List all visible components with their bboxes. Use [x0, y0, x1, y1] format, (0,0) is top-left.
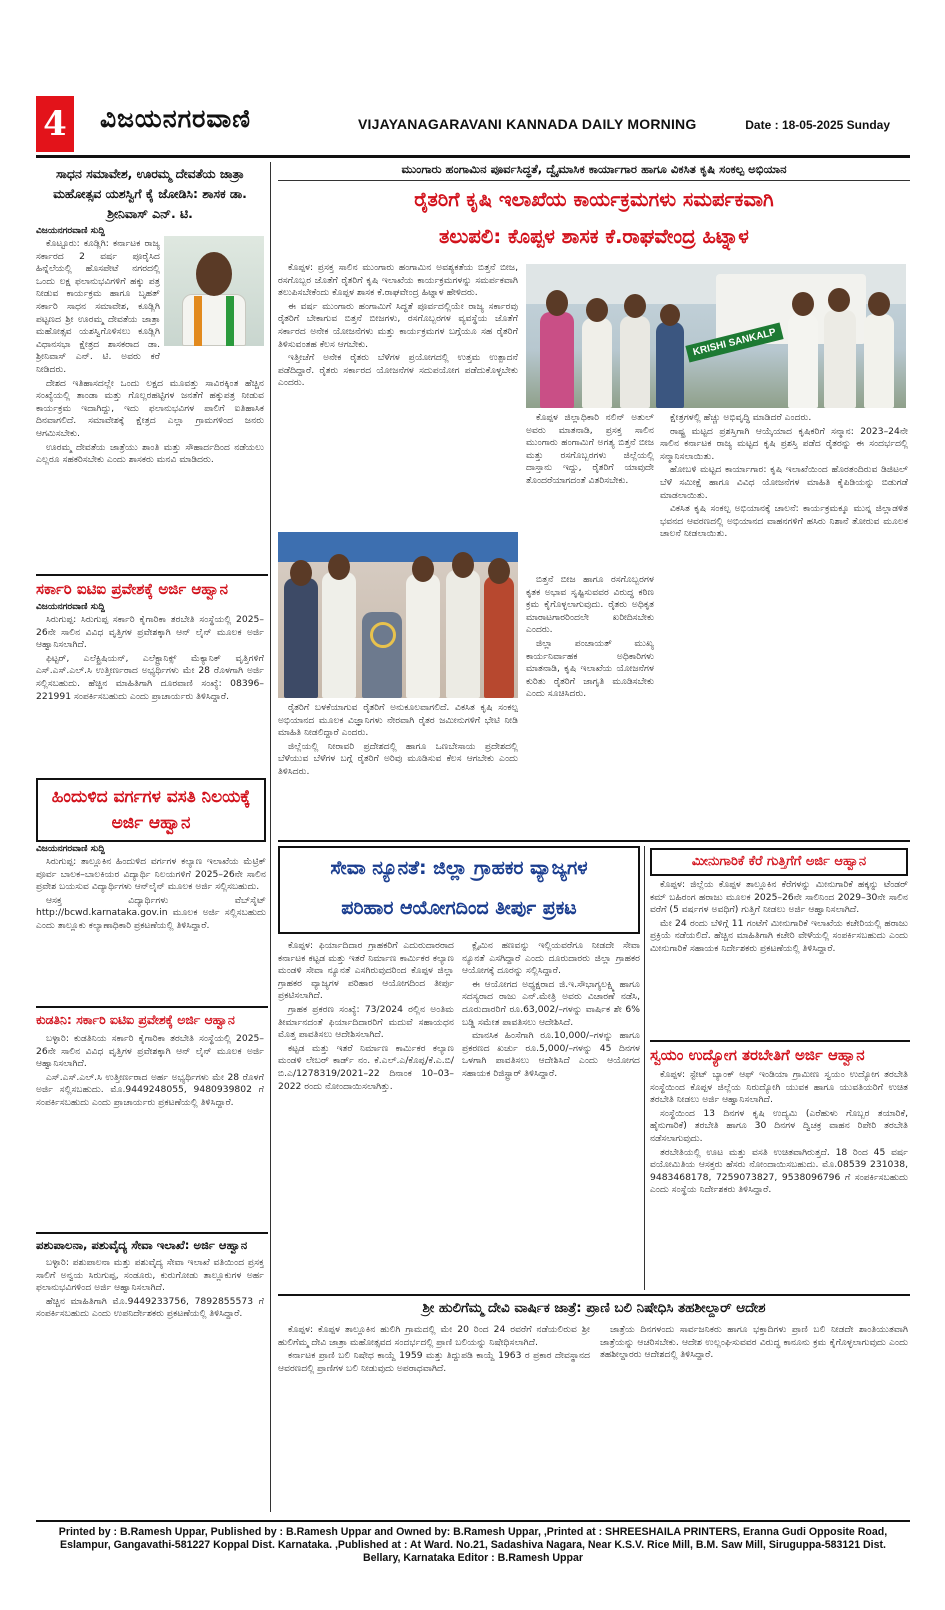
consumer-column-2: ಕ್ಲೈಮಿನ ಹಣವನ್ನು ಇಲ್ಲಿಯವರೆಗೂ ನೀಡದೇ ಸೇವಾ ನ್ಯೂನತೆ ಎಸಗಿದ್ದಾರೆ ಎಂದು ದೂರುದಾರರು ಜಿಲ್ಲಾ ಗ್ರಾಹಕರ ಆಯೋಗಕ್ಕೆ ದೂರನ್ನು ಸಲ್ಲಿಸಿದ್ದಾರೆ. ಈ ಆಯೋಗದ ಅಧ್ಯಕ್ಷರಾದ ಜಿ.ಇ.ಸೌಭಾಗ್ಯಲಕ್ಷ್ಮಿ ಹಾಗೂ ಸದಸ್ಯರಾದ ರಾಜು ಎನ್.ಮೇತ್ರಿ ಅವರು ವಿಚಾರಣೆ ನಡೆಸಿ, ದೂರುದಾರರಿಗೆ ರೂ.63,002/–ಗಳನ್ನು ವಾರ್ಷಿಕ ಶೇ 6% ಬಡ್ಡಿ ಸಮೇತ ಪಾವತಿಸಲು ಆದೇಶಿಸಿದೆ. ಮಾನಸಿಕ ಹಿಂಸೆಗಾಗಿ ರೂ.10,000/–ಗಳನ್ನು ಹಾಗೂ ಪ್ರಕರಣದ ಖರ್ಚು ರೂ.5,000/–ಗಳನ್ನು 45 ದಿನಗಳ ಒಳಗಾಗಿ ಪಾವತಿಸಲು ಆದೇಶಿಸಿದೆ ಎಂದು ಆಯೋಗದ ಸಹಾಯಕ ರಿಜಿಸ್ಟ್ರಾರ್ ತಿಳಿಸಿದ್ದಾರೆ.	[462, 940, 640, 1079]
story-sadhana-samavesha	[36, 164, 264, 572]
lead-column-1: ಕೊಪ್ಪಳ: ಪ್ರಸಕ್ತ ಸಾಲಿನ ಮುಂಗಾರು ಹಂಗಾಮಿನ ಅವಶ್ಯಕತೆಯ ಬಿತ್ತನೆ ಬೀಜ, ರಸಗೊಬ್ಬರ ಜೊತೆಗೆ ರೈತರಿಗೆ ಕೃಷಿ ಇಲಾಖೆಯ ಕಾರ್ಯಕ್ರಮಗಳನ್ನು ಸಮರ್ಪಕವಾಗಿ ತಲುಪಿಸಬೇಕೆಂದು ಕೊಪ್ಪಳ ಶಾಸಕ ಕೆ.ರಾಘವೇಂದ್ರ ಹಿಟ್ನಾಳ ಹೇಳಿದರು. ಈ ವರ್ಷ ಮುಂಗಾರು ಹಂಗಾಮಿಗೆ ಸಿದ್ಧತೆ ಪೂರ್ವದಲ್ಲಿಯೇ ರಾಜ್ಯ ಸರ್ಕಾರವು ರೈತರಿಗೆ ಬೇಕಾಗುವ ಬಿತ್ತನೆ ಬೀಜಗಳು, ರಸಗೊಬ್ಬರಗಳ ವ್ಯವಸ್ಥೆಯ ಜೊತೆಗೆ ಸರ್ಕಾರದ ಅನೇಕ ಯೋಜನೆಗಳು ಮತ್ತು ಕಾರ್ಯಕ್ರಮಗಳ ಬಗ್ಗೆಯೂ ಸಹ ರೈತರಿಗೆ ತಿಳಿಸುವಂತಹ ಕೆಲಸ ಆಗಬೇಕು. ಇತ್ತೀಚೆಗೆ ಅನೇಕ ರೈತರು ಬೆಳೆಗಳ ಪ್ರಯೋಗದಲ್ಲಿ ಉತ್ತಮ ಉತ್ಪಾದನೆ ಪಡೆದಿದ್ದಾರೆ. ರೈತರು ಸರ್ಕಾರದ ಯೋಜನೆಗಳ ಸದುಪಯೋಗ ಪಡೆದುಕೊಳ್ಳಬೇಕು ಎಂದರು.	[278, 262, 518, 389]
story-animal-husbandry	[36, 1236, 264, 1510]
temple-column-1: ಕೊಪ್ಪಳ: ಕೊಪ್ಪಳ ತಾಲ್ಲೂಕಿನ ಹುಲಿಗಿ ಗ್ರಾಮದಲ್ಲಿ ಮೇ 20 ರಿಂದ 24 ರವರೆಗೆ ನಡೆಯಲಿರುವ ಶ್ರೀ ಹುಲಿಗೆಮ್ಮ ದೇವಿ ಜಾತ್ರಾ ಮಹೋತ್ಸವದ ಸಂದರ್ಭದಲ್ಲಿ ಪ್ರಾಣಿ ಬಲಿಯನ್ನು ನಿಷೇಧಿಸಲಾಗಿದೆ. ಕರ್ನಾಟಕ ಪ್ರಾಣಿ ಬಲಿ ನಿಷೇಧ ಕಾಯ್ದೆ 1959 ಮತ್ತು ತಿದ್ದುಪಡಿ ಕಾಯ್ದೆ 1963 ರ ಪ್ರಕಾರ ದೇವಸ್ಥಾನದ ಆವರಣದಲ್ಲಿ ಪ್ರಾಣಿಗಳ ಬಲಿ ನೀಡುವುದು ಅಪರಾಧವಾಗಿದೆ.	[278, 1324, 590, 1374]
lead-column-3: ಕ್ಷೇತ್ರಗಳಲ್ಲಿ ಹೆಚ್ಚು ಅಭಿವೃದ್ಧಿ ಮಾಡಿದರೆ ಎಂದರು. ರಾಷ್ಟ್ರ ಮಟ್ಟದ ಪ್ರಶಸ್ತಿಗಾಗಿ ಆಯ್ಕೆಯಾದ ಕೃಷಿಕರಿಗೆ ಸನ್ಮಾನ: 2023–24ನೇ ಸಾಲಿನ ಕರ್ನಾಟಕ ರಾಜ್ಯ ಮಟ್ಟದ ಕೃಷಿ ಪ್ರಶಸ್ತಿ ಪಡೆದ ರೈತರನ್ನು ಈ ಸಂದರ್ಭದಲ್ಲಿ ಸನ್ಮಾನಿಸಲಾಯಿತು. ಹೋಬಳಿ ಮಟ್ಟದ ಕಾರ್ಯಾಗಾರ: ಕೃಷಿ ಇಲಾಖೆಯಿಂದ ಹೊರತಂದಿರುವ ಡಿಜಿಟಲ್ ಬೆಳೆ ಸಮೀಕ್ಷೆ ಹಾಗೂ ವಿವಿಧ ಯೋಜನೆಗಳ ಮಾಹಿತಿ ಕೈಪಿಡಿಯನ್ನು ಬಿಡುಗಡೆ ಮಾಡಲಾಯಿತು. ವಿಕಸಿತ ಕೃಷಿ ಸಂಕಲ್ಪ ಅಭಿಯಾನಕ್ಕೆ ಚಾಲನೆ: ಕಾರ್ಯಕ್ರಮಕ್ಕೂ ಮುನ್ನ ಜಿಲ್ಲಾಡಳಿತ ಭವನದ ಆವರಣದಲ್ಲಿ ಅಭಿಯಾನದ ವಾಹನಗಳಿಗೆ ಹಸಿರು ನಿಶಾನೆ ತೋರುವ ಮೂಲಕ ಚಾಲನೆ ನೀಡಲಾಯಿತು.	[660, 412, 908, 540]
lead-headline-line-1: ರೈತರಿಗೆ ಕೃಷಿ ಇಲಾಖೆಯ ಕಾರ್ಯಕ್ರಮಗಳು ಸಮರ್ಪಕವಾಗಿ	[414, 188, 774, 211]
masthead	[36, 96, 910, 158]
lead-photo-flag-off	[526, 264, 906, 408]
story-headline: ಶ್ರೀ ಹುಲಿಗೆಮ್ಮ ದೇವಿ ವಾರ್ಷಿಕ ಜಾತ್ರೆ: ಪ್ರಾಣಿ ಬಲಿ ನಿಷೇಧಿಸಿ ತಹಶೀಲ್ದಾರ್ ಆದೇಶ	[422, 1301, 766, 1316]
story-huligemma-jatre	[278, 1298, 910, 1514]
lead-column-2b: ಬಿತ್ತನೆ ಬೀಜ ಹಾಗೂ ರಸಗೊಬ್ಬರಗಳ ಕೃತಕ ಅಭಾವ ಸೃಷ್ಟಿಸುವವರ ವಿರುದ್ಧ ಕಠಿಣ ಕ್ರಮ ಕೈಗೊಳ್ಳಲಾಗುವುದು. ರೈತರು ಅಧಿಕೃತ ಮಾರಾಟಗಾರರಿಂದಲೇ ಖರೀದಿಸಬೇಕು ಎಂದರು. ಜಿಲ್ಲಾ ಪಂಚಾಯತ್ ಮುಖ್ಯ ಕಾರ್ಯನಿರ್ವಾಹಕ ಅಧಿಕಾರಿಗಳು ಮಾತನಾಡಿ, ಕೃಷಿ ಇಲಾಖೆಯ ಯೋಜನೆಗಳ ಕುರಿತು ರೈತರಿಗೆ ಜಾಗೃತಿ ಮೂಡಿಸಬೇಕು ಎಂದು ಸೂಚಿಸಿದರು.	[526, 574, 654, 700]
imprint-line-2: Eslampur, Gangavathi-581227 Koppal Dist. Karnataka. ,Published at : At Ward. No.21, Sadashiva Nagara, Near K.S.V. Rice Mill, B.M. Saw Mill, Siruguppa-583121 Dist.	[60, 1539, 886, 1551]
story-body-continued: ದೇಶದ ಇತಿಹಾಸದಲ್ಲೇ ಒಂದು ಲಕ್ಷದ ಮೂವತ್ತು ಸಾವಿರಕ್ಕಿಂತ ಹೆಚ್ಚಿನ ಸಂಖ್ಯೆಯಲ್ಲಿ ತಾಂಡಾ ಮತ್ತು ಗೊಲ್ಲರಹಟ್ಟಿಗಳ ಜನತೆಗೆ ಹಕ್ಕುಪತ್ರ ನೀಡುವ ಕಾರ್ಯಕ್ರಮ ಇದಾಗಿದ್ದು, ಇದು ಫಲಾನುಭವಿಗಳ ಪಾಲಿಗೆ ಐತಿಹಾಸಿಕ ದಿನವಾಗಲಿದೆ. ಸಮಾವೇಶಕ್ಕೆ ಕ್ಷೇತ್ರದ ಎಲ್ಲಾ ಗ್ರಾಮಗಳಿಂದ ಜನರು ಆಗಮಿಸಬೇಕು. ಊರಮ್ಮ ದೇವತೆಯ ಜಾತ್ರೆಯು ಶಾಂತಿ ಮತ್ತು ಸೌಹಾರ್ದದಿಂದ ನಡೆಯಲು ಎಲ್ಲರೂ ಸಹಕರಿಸಬೇಕು ಎಂದು ಶಾಸಕರು ಮನವಿ ಮಾಡಿದರು.	[36, 377, 264, 466]
story-body: ಬಳ್ಳಾರಿ: ಕುಡತಿನಿಯ ಸರ್ಕಾರಿ ಕೈಗಾರಿಕಾ ತರಬೇತಿ ಸಂಸ್ಥೆಯಲ್ಲಿ 2025–26ನೇ ಸಾಲಿನ ವಿವಿಧ ವೃತ್ತಿಗಳ ಪ್ರವೇಶಕ್ಕಾಗಿ ಆನ್ ಲೈನ್ ಮೂಲಕ ಅರ್ಜಿ ಆಹ್ವಾನಿಸಲಾಗಿದೆ. ಎಸ್.ಎಸ್.ಎಲ್.ಸಿ ಉತ್ತೀರ್ಣರಾದ ಅರ್ಹ ಅಭ್ಯರ್ಥಿಗಳು ಮೇ 28 ರೊಳಗೆ ಅರ್ಜಿ ಸಲ್ಲಿಸಬಹುದು. ಮೊ.9449248055, 9480939802 ಗೆ ಸಂಪರ್ಕಿಸಬಹುದು ಎಂದು ಪ್ರಾಚಾರ್ಯರು ಪ್ರಕಟಣೆಯಲ್ಲಿ ತಿಳಿಸಿದ್ದಾರೆ.	[36, 1033, 264, 1108]
story-headline: ಸ್ವಯಂ ಉದ್ಯೋಗ ತರಬೇತಿಗೆ ಅರ್ಜಿ ಆಹ್ವಾನ	[650, 1046, 865, 1064]
lead-kicker: ಮುಂಗಾರು ಹಂಗಾಮಿನ ಪೂರ್ವಸಿದ್ಧತೆ, ದ್ವೈಮಾಸಿಕ ಕಾರ್ಯಾಗಾರ ಹಾಗೂ ವಿಕಸಿತ ಕೃಷಿ ಸಂಕಲ್ಪ ಅಭಿಯಾನ	[278, 160, 910, 181]
lead-column-1-continued: ರೈತರಿಗೆ ಬಳಕೆಯಾಗುವ ರೈತರಿಗೆ ಅನುಕೂಲವಾಗಲಿದೆ. ವಿಕಸಿತ ಕೃಷಿ ಸಂಕಲ್ಪ ಅಭಿಯಾನದ ಮೂಲಕ ವಿಜ್ಞಾನಿಗಳು ನೇರವಾಗಿ ರೈತರ ಜಮೀನುಗಳಿಗೆ ಭೇಟಿ ನೀಡಿ ಮಾಹಿತಿ ನೀಡಲಿದ್ದಾರೆ ಎಂದರು. ಜಿಲ್ಲೆಯಲ್ಲಿ ನೀರಾವರಿ ಪ್ರದೇಶದಲ್ಲಿ ಹಾಗೂ ಒಣಬೇಸಾಯ ಪ್ರದೇಶದಲ್ಲಿ ಬೆಳೆಯುವ ಬೆಳೆಗಳ ಬಗ್ಗೆ ರೈತರಿಗೆ ಅರಿವು ಮೂಡಿಸುವ ಕೆಲಸ ಆಗಬೇಕು ಎಂದು ತಿಳಿಸಿದರು.	[278, 702, 518, 777]
story-body: ಸಿರುಗುಪ್ಪ: ಸಿರುಗುಪ್ಪ ಸರ್ಕಾರಿ ಕೈಗಾರಿಕಾ ತರಬೇತಿ ಸಂಸ್ಥೆಯಲ್ಲಿ 2025–26ನೇ ಸಾಲಿನ ವಿವಿಧ ವೃತ್ತಿಗಳ ಪ್ರವೇಶಕ್ಕಾಗಿ ಆನ್ ಲೈನ್ ಮೂಲಕ ಅರ್ಜಿ ಆಹ್ವಾನಿಸಲಾಗಿದೆ. ಫಿಟ್ಟರ್, ಎಲೆಕ್ಟ್ರಿಷಿಯನ್, ಎಲೆಕ್ಟ್ರಾನಿಕ್ಸ್ ಮೆಕ್ಯಾನಿಕ್ ವೃತ್ತಿಗಳಿಗೆ ಎಸ್.ಎಸ್.ಎಲ್.ಸಿ ಉತ್ತೀರ್ಣರಾದ ಅಭ್ಯರ್ಥಿಗಳು ಮೇ 28 ರೊಳಗಾಗಿ ಅರ್ಜಿ ಸಲ್ಲಿಸಬಹುದು. ಹೆಚ್ಚಿನ ಮಾಹಿತಿಗಾಗಿ ದೂರವಾಣಿ ಸಂಖ್ಯೆ: 08396–221991 ಸಂಪರ್ಕಿಸಬಹುದು ಎಂದು ಪ್ರಾಚಾರ್ಯರು ತಿಳಿಸಿದ್ದಾರೆ.	[36, 614, 264, 702]
story-body: ಕೊಟ್ಟೂರು: ಕೂಡ್ಲಿಗಿ: ಕರ್ನಾಟಕ ರಾಜ್ಯ ಸರ್ಕಾರದ 2 ವರ್ಷ ಪೂರೈಸಿದ ಹಿನ್ನೆಲೆಯಲ್ಲಿ ಹೊಸಪೇಟೆ ನಗರದಲ್ಲಿ ಒಂದು ಲಕ್ಷ ಫಲಾನುಭವಿಗಳಿಗೆ ಹಕ್ಕು ಪತ್ರ ನೀಡುವ ಕಾರ್ಯಕ್ರಮ ಹಾಗೂ ಬೃಹತ್ ಸರ್ಕಾರಿ ಸಾಧನ ಸಮಾವೇಶ, ಕೂಡ್ಲಿಗಿ ಪಟ್ಟಣದ ಶ್ರೀ ಊರಮ್ಮ ದೇವತೆಯ ಜಾತ್ರಾ ಮಹೋತ್ಸವ ಯಶಸ್ವಿಗೊಳಿಸಲು ಕೂಡ್ಲಿಗಿ ವಿಧಾನಸಭಾ ಕ್ಷೇತ್ರದ ಶಾಸಕರಾದ ಡಾ. ಶ್ರೀನಿವಾಸ್ ಎನ್. ಟಿ. ಅವರು ಕರೆ ನೀಡಿದರು.	[36, 238, 160, 375]
story-headline: ಸರ್ಕಾರಿ ಐಟಿಐ ಪ್ರವೇಶಕ್ಕೆ ಅರ್ಜಿ ಆಹ್ವಾನ	[36, 580, 228, 598]
story-body: ಬಳ್ಳಾರಿ: ಪಶುಪಾಲನಾ ಮತ್ತು ಪಶುವೈದ್ಯ ಸೇವಾ ಇಲಾಖೆ ವತಿಯಿಂದ ಪ್ರಸಕ್ತ ಸಾಲಿಗೆ ಅನ್ವಯ ಸಿರುಗುಪ್ಪ, ಸಂಡೂರು, ಕುರುಗೋಡು ತಾಲ್ಲೂಕುಗಳ ಅರ್ಹ ಫಲಾನುಭವಿಗಳಿಂದ ಅರ್ಜಿ ಆಹ್ವಾನಿಸಲಾಗಿದೆ. ಹೆಚ್ಚಿನ ಮಾಹಿತಿಗಾಗಿ ಮೊ.9449233756, 7892855573 ಗೆ ಸಂಪರ್ಕಿಸಬಹುದು ಎಂದು ಉಪನಿರ್ದೇಶಕರು ಪ್ರಕಟಣೆಯಲ್ಲಿ ತಿಳಿಸಿದ್ದಾರೆ.	[36, 1257, 264, 1320]
story-headline: ಪಶುಪಾಲನಾ, ಪಶುವೈದ್ಯ ಸೇವಾ ಇಲಾಖೆ: ಅರ್ಜಿ ಆಹ್ವಾನ	[36, 1238, 248, 1252]
temple-column-2: ಜಾತ್ರೆಯ ದಿನಗಳಂದು ಸಾರ್ವಜನಿಕರು ಹಾಗೂ ಭಕ್ತಾದಿಗಳು ಪ್ರಾಣಿ ಬಲಿ ನೀಡದೇ ಶಾಂತಿಯುತವಾಗಿ ಜಾತ್ರೆಯನ್ನು ಆಚರಿಸಬೇಕು. ಆದೇಶ ಉಲ್ಲಂಘಿಸುವವರ ವಿರುದ್ಧ ಕಾನೂನು ಕ್ರಮ ಕೈಗೊಳ್ಳಲಾಗುವುದು ಎಂದು ತಹಶೀಲ್ದಾರರು ಆದೇಶದಲ್ಲಿ ತಿಳಿಸಿದ್ದಾರೆ.	[600, 1324, 908, 1361]
consumer-column-1: ಕೊಪ್ಪಳ: ಫಿರ್ಯಾದಿದಾರ ಗ್ರಾಹಕರಿಗೆ ಎದುರುದಾರರಾದ ಕರ್ನಾಟಕ ಕಟ್ಟಡ ಮತ್ತು ಇತರೆ ನಿರ್ಮಾಣ ಕಾರ್ಮಿಕರ ಕಲ್ಯಾಣ ಮಂಡಳಿ ಸೇವಾ ನ್ಯೂನತೆ ಎಸಗಿರುವುದರಿಂದ ಕೊಪ್ಪಳ ಜಿಲ್ಲಾ ಗ್ರಾಹಕರ ವ್ಯಾಜ್ಯಗಳ ಪರಿಹಾರ ಆಯೋಗದಿಂದ ತೀರ್ಪು ಪ್ರಕಟಿಸಲಾಗಿದೆ. ಗ್ರಾಹಕ ಪ್ರಕರಣ ಸಂಖ್ಯೆ: 73/2024 ರಲ್ಲಿನ ಅಂತಿಮ ತೀರ್ಮಾನದಂತೆ ಫಿರ್ಯಾದಿದಾರರಿಗೆ ಮದುವೆ ಸಹಾಯಧನ ಮೊತ್ತ ಪಾವತಿಸಲು ಆದೇಶಿಸಲಾಗಿದೆ. ಕಟ್ಟಡ ಮತ್ತು ಇತರೆ ನಿರ್ಮಾಣ ಕಾರ್ಮಿಕರ ಕಲ್ಯಾಣ ಮಂಡಳಿ ಲೇಬರ್ ಕಾರ್ಡ್ ನಂ. ಕೆ.ಎಲ್.ಎ/ಕೊಪ್ಪ/ಕೆ.ಎ.ಬಿ/ಬಿ.ಎ/1278319/2021–22 ದಿನಾಂಕ 10–03–2022 ರಂದು ನೋಂದಾಯಿಸಲಾಗಿತ್ತು.	[278, 940, 454, 1092]
lead-column-2a: ಕೊಪ್ಪಳ ಜಿಲ್ಲಾಧಿಕಾರಿ ನಲಿನ್ ಅತುಲ್ ಅವರು ಮಾತನಾಡಿ, ಪ್ರಸಕ್ತ ಸಾಲಿನ ಮುಂಗಾರು ಹಂಗಾಮಿಗೆ ಅಗತ್ಯ ಬಿತ್ತನೆ ಬೀಜ ಮತ್ತು ರಸಗೊಬ್ಬರಗಳು ಜಿಲ್ಲೆಯಲ್ಲಿ ದಾಸ್ತಾನು ಇದ್ದು, ರೈತರಿಗೆ ಯಾವುದೇ ತೊಂದರೆಯಾಗದಂತೆ ವಿತರಿಸಬೇಕು.	[526, 412, 654, 486]
newspaper-title: ವಿಜಯನಗರವಾಣಿ	[100, 104, 251, 133]
mla-portrait-photo	[164, 236, 264, 346]
issue-date: Date : 18-05-2025 Sunday	[745, 118, 890, 132]
story-self-employment	[650, 1044, 908, 1290]
imprint-line-3: Bellary, Karnataka Editor : B.Ramesh Uppar	[363, 1552, 583, 1564]
story-byline: ವಿಜಯನಗರವಾಣಿ ಸುದ್ದಿ	[36, 602, 105, 612]
column-divider	[270, 162, 271, 1512]
story-iti-kudatini	[36, 1010, 264, 1226]
consumer-headline-box	[278, 846, 640, 934]
consumer-headline-line-2: ಪರಿಹಾರ ಆಯೋಗದಿಂದ ತೀರ್ಪು ಪ್ರಕಟ	[341, 897, 577, 919]
lead-headline-block	[278, 160, 910, 258]
story-body: ಕೊಪ್ಪಳ: ಸ್ಟೇಟ್ ಬ್ಯಾಂಕ್ ಆಫ್ ಇಂಡಿಯಾ ಗ್ರಾಮೀಣ ಸ್ವಯಂ ಉದ್ಯೋಗ ತರಬೇತಿ ಸಂಸ್ಥೆಯಿಂದ ಕೊಪ್ಪಳ ಜಿಲ್ಲೆಯ ನಿರುದ್ಯೋಗಿ ಯುವಕ ಹಾಗೂ ಯುವತಿಯರಿಗೆ ಉಚಿತ ತರಬೇತಿ ನೀಡಲು ಅರ್ಜಿ ಆಹ್ವಾನಿಸಲಾಗಿದೆ. ಸಂಸ್ಥೆಯಿಂದ 13 ದಿನಗಳ ಕೃಷಿ ಉದ್ಯಮಿ (ಎರೆಹುಳು ಗೊಬ್ಬರ ತಯಾರಿಕೆ, ಹೈನುಗಾರಿಕೆ) ತರಬೇತಿ ಹಾಗೂ 30 ದಿನಗಳ ದ್ವಿಚಕ್ರ ವಾಹನ ರಿಪೇರಿ ತರಬೇತಿ ನಡೆಸಲಾಗುವುದು. ತರಬೇತಿಯಲ್ಲಿ ಊಟ ಮತ್ತು ವಸತಿ ಉಚಿತವಾಗಿರುತ್ತದೆ. 18 ರಿಂದ 45 ವರ್ಷ ವಯೋಮಿತಿಯ ಆಸಕ್ತರು ಹೆಸರು ನೋಂದಾಯಿಸಬಹುದು. ಮೊ.08539 231038, 9483468178, 7259073827, 9538096796 ಗೆ ಸಂಪರ್ಕಿಸಬಹುದು ಎಂದು ಸಂಸ್ಥೆಯ ನಿರ್ದೇಶಕರು ತಿಳಿಸಿದ್ದಾರೆ.	[650, 1069, 908, 1196]
story-headline: ಹಿಂದುಳಿದ ವರ್ಗಗಳ ವಸತಿ ನಿಲಯಕ್ಕೆ ಅರ್ಜಿ ಆಹ್ವಾನ	[36, 778, 266, 842]
story-byline: ವಿಜಯನಗರವಾಣಿ ಸುದ್ದಿ	[36, 844, 105, 854]
imprint-line-1: Printed by : B.Ramesh Uppar, Published by : B.Ramesh Uppar and Owned by: B.Ramesh Uppar, ,Printed at : SHREESHAILA PRINTERS, Eranna Gudi Opposite Road,	[58, 1526, 888, 1538]
story-iti-siruguppa	[36, 578, 264, 770]
krishi-sankalp-banner: KRISHI SANKALP	[685, 323, 783, 363]
story-byline: ವಿಜಯನಗರವಾಣಿ ಸುದ್ದಿ	[36, 226, 105, 236]
story-fishery-tender	[650, 848, 908, 1036]
story-headline: ಮೀನುಗಾರಿಕೆ ಕೆರೆ ಗುತ್ತಿಗೆಗೆ ಅರ್ಜಿ ಆಹ್ವಾನ	[650, 848, 908, 876]
imprint-footer	[36, 1520, 910, 1565]
story-headline: ಸಾಧನ ಸಮಾವೇಶ, ಊರಮ್ಮ ದೇವತೆಯ ಜಾತ್ರಾ ಮಹೋತ್ಸವ ಯಶಸ್ವಿಗೆ ಕೈ ಜೋಡಿಸಿ: ಶಾಸಕ ಡಾ. ಶ್ರೀನಿವಾಸ್ ಎನ್. ಟಿ.	[53, 166, 247, 221]
story-headline: ಕುಡತಿನಿ: ಸರ್ಕಾರಿ ಐಟಿಐ ಪ್ರವೇಶಕ್ಕೆ ಅರ್ಜಿ ಆಹ್ವಾನ	[36, 1012, 235, 1027]
story-bcm-hostel	[36, 778, 266, 1000]
story-body: ಕೊಪ್ಪಳ: ಜಿಲ್ಲೆಯ ಕೊಪ್ಪಳ ತಾಲ್ಲೂಕಿನ ಕೆರೆಗಳನ್ನು ಮೀನುಗಾರಿಕೆ ಹಕ್ಕನ್ನು ಟೆಂಡರ್ ಕಮ್ ಬಹಿರಂಗ ಹರಾಜು ಮೂಲಕ 2025–26ನೇ ಸಾಲಿನಿಂದ 2029–30ನೇ ಸಾಲಿನ ವರೆಗೆ (5 ವರ್ಷಗಳ ಅವಧಿಗೆ) ಗುತ್ತಿಗೆ ನೀಡಲು ಅರ್ಜಿ ಆಹ್ವಾನಿಸಲಾಗಿದೆ. ಮೇ 24 ರಂದು ಬೆಳಿಗ್ಗೆ 11 ಗಂಟೆಗೆ ಮೀನುಗಾರಿಕೆ ಇಲಾಖೆಯ ಕಚೇರಿಯಲ್ಲಿ ಹರಾಜು ಪ್ರಕ್ರಿಯೆ ನಡೆಯಲಿದೆ. ಹೆಚ್ಚಿನ ಮಾಹಿತಿಗಾಗಿ ಕಚೇರಿ ವೇಳೆಯಲ್ಲಿ ಸಂಪರ್ಕಿಸಬಹುದು ಎಂದು ಮೀನುಗಾರಿಕೆ ಸಹಾಯಕ ನಿರ್ದೇಶಕರು ಪ್ರಕಟಣೆಯಲ್ಲಿ ತಿಳಿಸಿದ್ದಾರೆ.	[650, 879, 908, 954]
page-number: 4	[36, 96, 74, 152]
newspaper-subtitle: VIJAYANAGARAVANI KANNADA DAILY MORNING	[358, 116, 697, 132]
lead-headline-line-2: ತಲುಪಲಿ: ಕೊಪ್ಪಳ ಶಾಸಕ ಕೆ.ರಾಘವೇಂದ್ರ ಹಿಟ್ನಾಳ	[439, 225, 749, 248]
story-body: ಸಿರುಗುಪ್ಪ: ತಾಲ್ಲೂಕಿನ ಹಿಂದುಳಿದ ವರ್ಗಗಳ ಕಲ್ಯಾಣ ಇಲಾಖೆಯ ಮೆಟ್ರಿಕ್ ಪೂರ್ವ ಬಾಲಕ–ಬಾಲಕಿಯರ ವಿದ್ಯಾರ್ಥಿ ನಿಲಯಗಳಿಗೆ 2025–26ನೇ ಸಾಲಿನ ಪ್ರವೇಶ ಬಯಸುವ ವಿದ್ಯಾರ್ಥಿಗಳು ಆನ್‌ಲೈನ್ ಮೂಲಕ ಅರ್ಜಿ ಸಲ್ಲಿಸಬಹುದು. ಆಸಕ್ತ ವಿದ್ಯಾರ್ಥಿಗಳು ವೆಬ್‌ಸೈಟ್ http://bcwd.karnataka.gov.in ಮೂಲಕ ಅರ್ಜಿ ಸಲ್ಲಿಸಬಹುದು ಎಂದು ತಾಲ್ಲೂಕು ಕಲ್ಯಾಣಾಧಿಕಾರಿ ಪ್ರಕಟಣೆಯಲ್ಲಿ ತಿಳಿಸಿದ್ದಾರೆ.	[36, 856, 266, 931]
consumer-headline-line-1: ಸೇವಾ ನ್ಯೂನತೆ: ಜಿಲ್ಲಾ ಗ್ರಾಹಕರ ವ್ಯಾಜ್ಯಗಳ	[330, 857, 588, 879]
lead-photo-felicitation	[278, 532, 518, 698]
